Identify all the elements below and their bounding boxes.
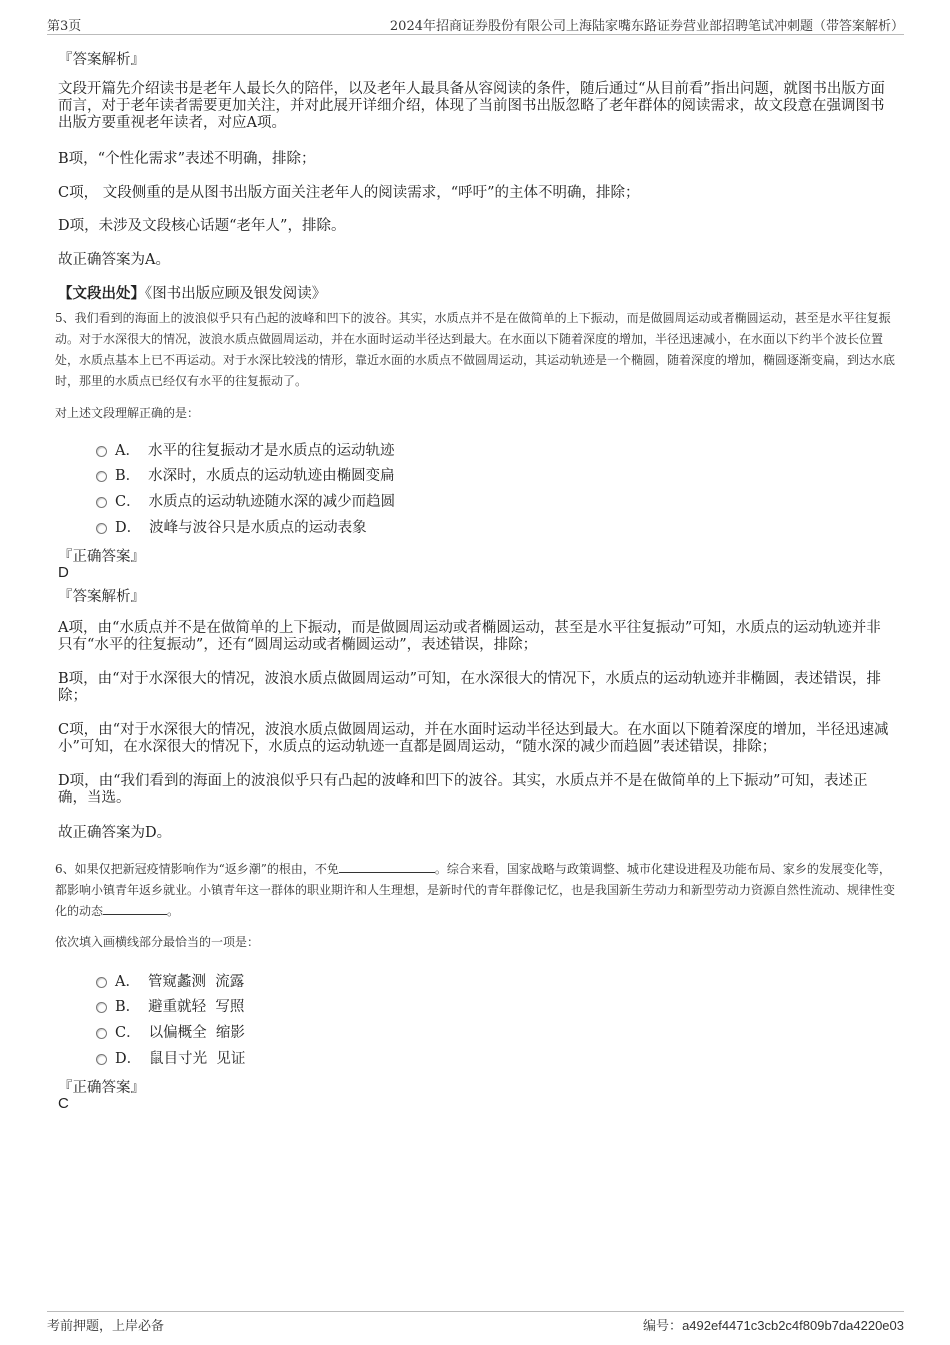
- correct-answer: D: [58, 564, 69, 581]
- option-a[interactable]: [96, 970, 244, 990]
- option-text: 以偏概全 缩影: [148, 1024, 245, 1041]
- analysis-paragraph: C项，由“对于水深很大的情况，波浪水质点做圆周运动，并在水面时运动半径达到最大。在水面以下随着深度的增加，半径迅速减小”可知，在水深很大的情况下，水质点的运动轨迹一直都是圆周运动，“随水深的减少而趋圆”表述错误，排除；: [58, 722, 889, 755]
- question-prompt: 对上述文段理解正确的是：: [55, 406, 200, 420]
- option-text: 鼠目寸光 见证: [149, 1050, 246, 1067]
- radio-button[interactable]: [96, 446, 107, 457]
- document-code: [643, 1315, 904, 1334]
- radio-button[interactable]: [96, 1028, 107, 1039]
- option-a[interactable]: [96, 439, 394, 459]
- option-letter: A．: [115, 973, 140, 990]
- option-d[interactable]: [96, 1047, 245, 1067]
- radio-button[interactable]: [96, 471, 107, 482]
- question-stem: [55, 859, 897, 922]
- correct-answer: C: [58, 1095, 69, 1112]
- option-letter: D．: [115, 519, 142, 536]
- option-text: 波峰与波谷只是水质点的运动表象: [149, 519, 367, 536]
- option-b[interactable]: [96, 464, 395, 484]
- answer-label: 『正确答案』: [58, 1080, 145, 1096]
- footer-slogan: 考前押题，上岸必备: [47, 1319, 165, 1334]
- analysis-paragraph: C项， 文段侧重的是从图书出版方面关注老年人的阅读需求，“呼吁”的主体不明确，排除；: [58, 185, 640, 201]
- option-letter: B．: [115, 467, 141, 484]
- stem-text: 6、如果仅把新冠疫情影响作为“返乡潮”的根由，不免: [55, 862, 339, 876]
- option-letter: B．: [115, 998, 141, 1015]
- code-label: 编号：: [643, 1319, 683, 1334]
- analysis-paragraph: D项，由“我们看到的海面上的波浪似乎只有凸起的波峰和凹下的波谷。其实，水质点并不是在做简单的上下振动”可知，表述正确，当选。: [58, 773, 868, 806]
- question-stem: 5、我们看到的海面上的波浪似乎只有凸起的波峰和凹下的波谷。其实，水质点并不是在做简单的上下振动，而是做圆周运动或者椭圆运动，甚至是水平往复振动。对于水深很大的情况，波浪水质点做圆周运动，并在水面时运动半径达到最大。在水面以下随着深度的增加，半径迅速减小，在水面以下约半个波长位置处，水质点基本上已不再运动。对于水深比较浅的情形，靠近水面的水质点不做圆周运动，其运动轨迹是一个椭圆，随着深度的增加，椭圆逐渐变扁，到达水底时，那里的水质点已经仅有水平的往复振动了。: [55, 311, 896, 388]
- analysis-paragraph: 文段开篇先介绍读书是老年人最长久的陪伴，以及老年人最具备从容阅读的条件，随后通过“从目前看”指出问题，就图书出版方面而言，对于老年读者需要更加关注，并对此展开详细介绍，体现了当前图书出版忽略了老年群体的阅读需求，故文段意在强调图书出版方要重视老年读者，对应A项。: [58, 81, 885, 131]
- analysis-paragraph: D项，未涉及文段核心话题“老年人”，排除。: [58, 218, 346, 234]
- radio-button[interactable]: [96, 497, 107, 508]
- radio-button[interactable]: [96, 977, 107, 988]
- option-text: 水深时，水质点的运动轨迹由椭圆变扁: [148, 467, 395, 484]
- analysis-paragraph: A项，由“水质点并不是在做简单的上下振动，而是做圆周运动或者椭圆运动，甚至是水平往复振动”可知，水质点的运动轨迹并非只有“水平的往复振动”，还有“圆周运动或者椭圆运动”，表述错误，排除；: [58, 620, 881, 653]
- option-d[interactable]: [96, 516, 367, 536]
- option-b[interactable]: [96, 995, 244, 1015]
- source-label: 【文段出处】: [58, 285, 145, 302]
- option-text: 水平的往复振动才是水质点的运动轨迹: [147, 442, 395, 459]
- page-header: [47, 12, 904, 35]
- analysis-label: 『答案解析』: [58, 589, 145, 605]
- analysis-conclusion: 故正确答案为A。: [58, 252, 170, 268]
- radio-button[interactable]: [96, 523, 107, 534]
- option-letter: D．: [115, 1050, 142, 1067]
- analysis-paragraph: B项，由“对于水深很大的情况，波浪水质点做圆周运动”可知，在水深很大的情况下，水质点的运动轨迹并非椭圆，表述错误，排除；: [58, 671, 881, 704]
- question-prompt: 依次填入画横线部分最恰当的一项是：: [55, 935, 260, 949]
- stem-text: 。综合来看，国家战略与政策调整、城市化建设进程及功能布局、家乡的发展变化等，都影响小镇青年返乡就业。小镇青年这一群体的职业期许和人生理想，是新时代的青年群像记忆，也是我国新生劳动力和新型劳动力资源自然性流动、规律性变化的动态: [55, 862, 896, 918]
- page-footer: [47, 1311, 904, 1334]
- analysis-label: 『答案解析』: [58, 52, 145, 68]
- fill-blank: [103, 902, 167, 915]
- option-letter: C．: [115, 493, 141, 510]
- radio-button[interactable]: [96, 1054, 107, 1065]
- source-line: [58, 285, 894, 303]
- option-letter: A．: [115, 442, 140, 459]
- source-text: 《图书出版应顾及银发阅读》: [145, 286, 327, 302]
- option-c[interactable]: [96, 490, 395, 510]
- option-text: 避重就轻 写照: [148, 998, 245, 1015]
- document-title: 2024年招商证券股份有限公司上海陆家嘴东路证券营业部招聘笔试冲刺题（带答案解析）: [389, 19, 904, 34]
- radio-button[interactable]: [96, 1002, 107, 1013]
- analysis-paragraph: B项，“个性化需求”表述不明确，排除；: [58, 151, 316, 167]
- code-value: a492ef4471c3cb2c4f809b7da4220e03: [682, 1318, 904, 1333]
- option-c[interactable]: [96, 1021, 245, 1041]
- analysis-conclusion: 故正确答案为D。: [58, 825, 172, 841]
- fill-blank: [339, 860, 435, 873]
- stem-text: 。: [167, 904, 180, 918]
- page-number: 第3页: [47, 19, 82, 34]
- answer-label: 『正确答案』: [58, 549, 145, 565]
- option-letter: C．: [115, 1024, 141, 1041]
- option-text: 水质点的运动轨迹随水深的减少而趋圆: [148, 493, 396, 510]
- option-text: 管窥蠡测 流露: [147, 973, 245, 990]
